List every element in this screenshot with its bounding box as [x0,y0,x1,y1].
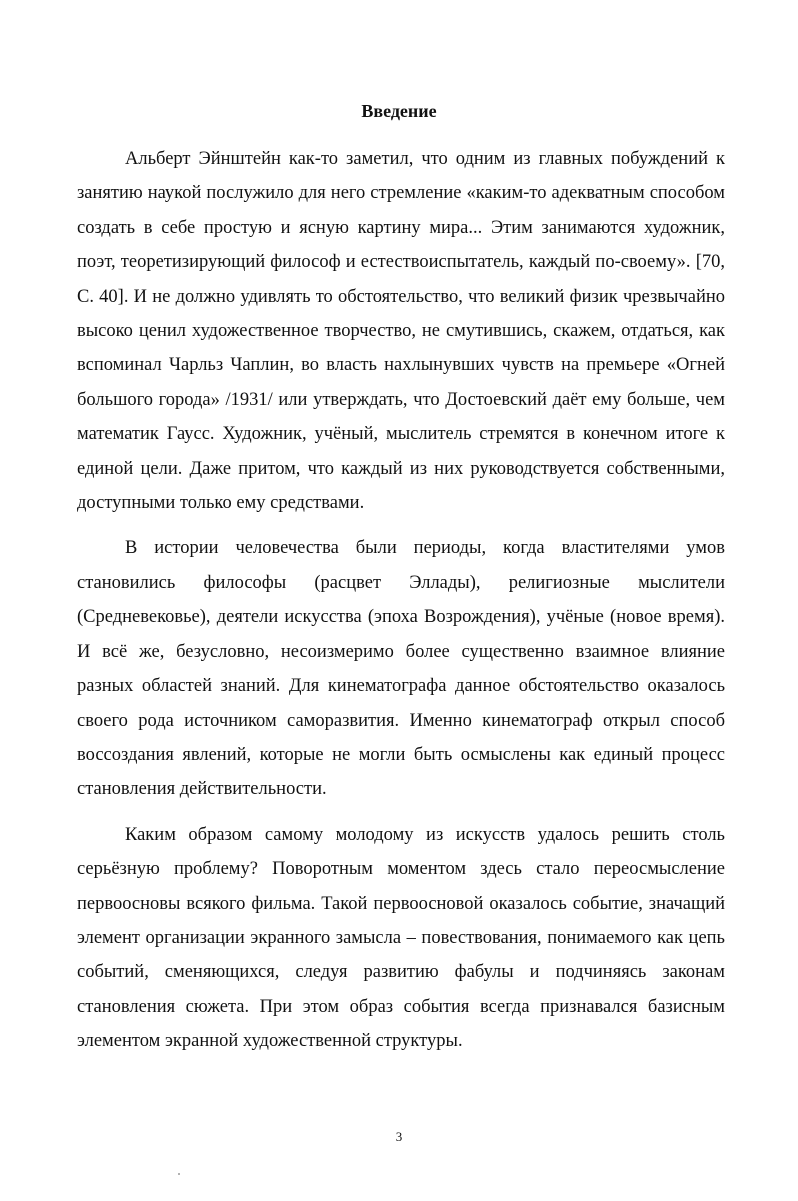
section-heading: Введение [361,101,437,121]
body-text [77,142,725,1070]
page-number: 3 [395,1129,403,1144]
paragraph-1: Альберт Эйнштейн как-то заметил, что одним из главных побуждений к занятию наукой послужило для него стремление «каким-то адекватным способом создать в себе простую и ясную картину мира... Этим занимаются художник, поэт, теоретизирующий философ и естествоиспытатель, каждый по-своему». [70, С. 40]. И не должно удивлять то обстоятельство, что великий физик чрезвычайно высоко ценил художественное творчество, не смутившись, скажем, отдаться, как вспоминал Чарльз Чаплин, во власть нахлынувших чувств на премьере «Огней большого города» /1931/ или утверждать, что Достоевский даёт ему больше, чем математик Гаусс. Художник, учёный, мыслитель стремятся в конечном итоге к единой цели. Даже притом, что каждый из них руководствуется собственными, доступными только ему средствами. [77,149,725,514]
paragraph-2: В истории человечества были периоды, когда властителями умов становились философы (расцвет Эллады), религиозные мыслители (Средневековье), деятели искусства (эпоха Возрождения), учёные (новое время). И всё же, безусловно, несоизмеримо более существенно взаимное влияние разных областей знаний. Для кинематографа данное обстоятельство оказалось своего рода источником саморазвития. Именно кинематограф открыл способ воссоздания явлений, которые не могли быть осмыслены как единый процесс становления действительности. [77,538,725,800]
paragraph-3: Каким образом самому молодому из искусств удалось решить столь серьёзную проблему? Поворотным моментом здесь стало переосмысление первоосновы всякого фильма. Такой первоосновой оказалось событие, значащий элемент организации экранного замысла – повествования, понимаемого как цепь событий, сменяющихся, следуя развитию фабулы и подчиняясь законам становления сюжета. При этом образ события всегда признавался базисным элементом экранной художественной структуры. [77,824,725,1052]
scan-artifact [178,1173,180,1175]
